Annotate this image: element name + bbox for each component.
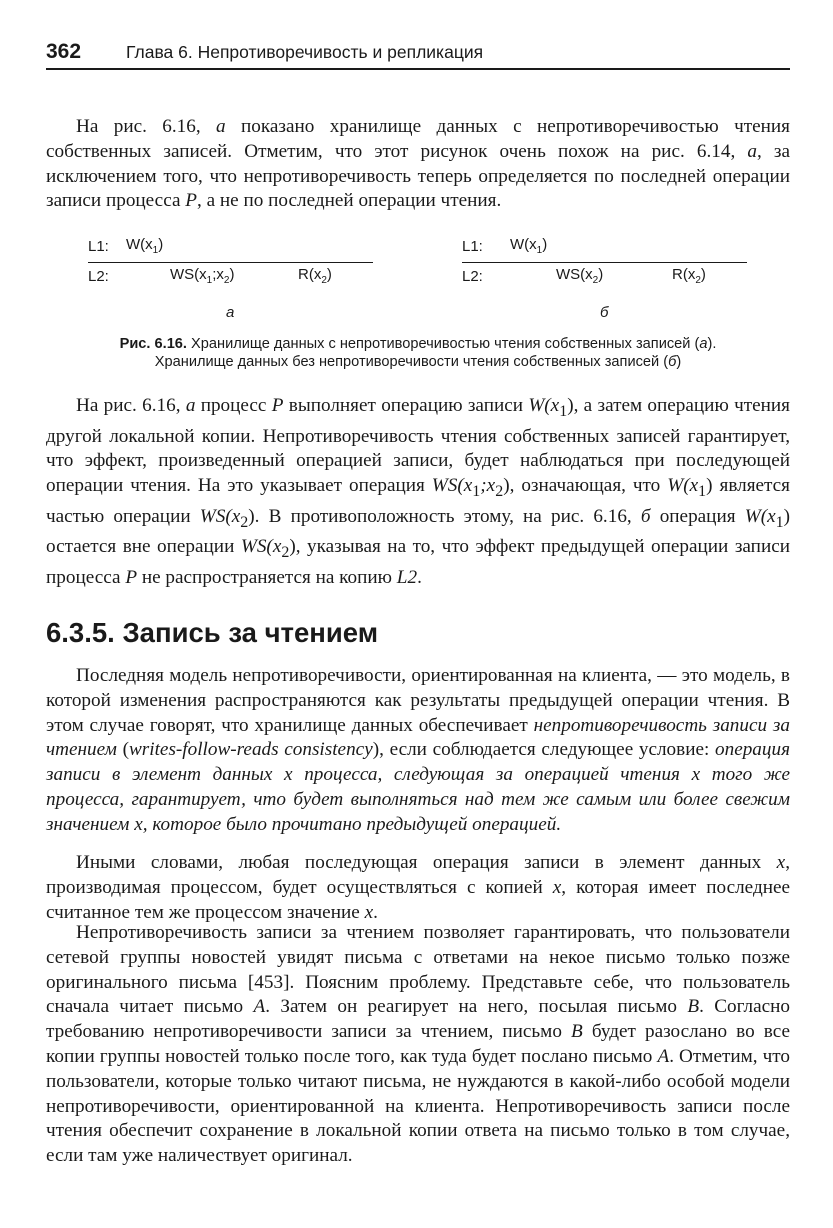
english-term: writes-follow-reads consistency: [129, 739, 373, 761]
intro-text: показано хранилище данных с непротиворечивостью чтения собственных записей. Отметим, что этот рисунок очень похож на рис. 6.14,: [46, 116, 790, 162]
chapter-title: Глава 6. Непротиворечивость и репликация: [126, 42, 484, 62]
intro-figure-letter: а: [216, 116, 226, 137]
intro-text: , а не по последней операции чтения.: [197, 190, 502, 212]
term-italic: непротиворечивость записи за чтением: [46, 714, 790, 761]
diagram-label-b: б: [600, 304, 609, 321]
intro-text: , за исключением того, что непротиворечивость теперь определяется по последней операции записи процесса: [46, 140, 790, 212]
caption-label: Рис. 6.16.: [119, 336, 187, 352]
write-set-ws-x1-x2: $WS(x_1;x_2)$: [170, 266, 235, 286]
intro-process-symbol: P: [185, 190, 197, 212]
intro-figure-letter: а: [747, 140, 757, 162]
l2-label: L2:: [88, 268, 109, 285]
write-op-w-x1: $W(x_1)$: [126, 236, 164, 256]
newsgroup-paragraph: Непротиворечивость записи за чтением позволяет гарантировать, что пользователи сетевой группы новостей увидят письма с ответами на некое письмо только позже оригинального письма [453]. Поясним проблему. Представьте себе, что пользователь сначала читает письмо A. Затем он реагирует на него, посылая письмо B. Согласно требованию непротиворечивости записи за чтением, письмо B будет разослано во все копии группы новостей только после того, как туда будет послано письмо A. Отметим, что пользователи, которые только читают письма, не нуждаются в какой-либо особой модели непротиворечивости, ориентированной на клиента. Непротиворечивость записи после чтения обеспечит сохранение в локальной копии ответа на письмо только в том случае, если там уже наличествует оригинал.: [46, 922, 790, 1167]
model-paragraph: Последняя модель непротиворечивости, ориентированная на клиента, — это модель, в которой изменения распространяются как результаты предыдущей операции чтения. В этом случае говорят, что хранилище данных обеспечивает непротиворечивость записи за чтением (writes-follow-reads consistency), если соблюдается следующее условие: операция записи в элемент данных x процесса, следующая за операцией чтения x того же процесса, гарантирует, что будет выполняться над тем же самым или более свежим значением x, которое было прочитано предыдущей операцией.: [46, 665, 790, 835]
timeline-divider: [88, 262, 373, 263]
write-op-w-x1: $W(x_1)$: [510, 236, 548, 256]
timeline-divider: [462, 262, 747, 263]
l1-label: L1:: [88, 238, 109, 255]
running-header: [46, 38, 790, 70]
condition-italic: операция записи в элемент данных x процесса, следующая за операцией чтения x того же процесса, гарантирует, что будет выполняться над тем же самым или более свежим значением x, которое было прочитано предыдущей операцией.: [46, 739, 790, 835]
read-op-r-x2: $R(x_2)$: [298, 266, 332, 286]
intro-text: На рис. 6.16,: [76, 116, 217, 137]
explanation-paragraph: На рис. 6.16, а процесс P выполняет операцию записи $W(x_1)$, а затем операцию чтения другой локальной копии. Непротиворечивость чтения собственных записей гарантирует, что эффект, произведенный операцией записи, будет наблюдаться при последующей операции чтения. На это указывает операция $WS(x_1;x_2)$, означающая, что $W(x_1)$ является частью операции $WS(x_2)$. В противоположность этому, на рис. 6.16, б операция $W(x_1)$ остается вне операции $WS(x_2)$, указывая на то, что эффект предыдущей операции записи процесса P не распространяется на копию L2.: [46, 395, 791, 589]
diagram-label-a: а: [226, 304, 235, 321]
page-number: 362: [46, 40, 82, 63]
section-heading: 6.3.5. Запись за чтением: [46, 617, 379, 648]
intro-paragraph: [46, 115, 790, 214]
figure-caption: Рис. 6.16. Хранилище данных с непротиворечивостью чтения собственных записей (а). Хранилище данных без непротиворечивости чтения собственных записей (б): [119, 336, 717, 370]
l2-label: L2:: [462, 268, 483, 285]
write-set-ws-x2: $WS(x_2)$: [556, 266, 604, 286]
read-op-r-x2: $R(x_2)$: [672, 266, 706, 286]
l1-label: L1:: [462, 238, 483, 255]
in-other-words-paragraph: Иными словами, любая последующая операция записи в элемент данных x, производимая процессом, будет осуществляться с копией x, которая имеет последнее считанное тем же процессом значение x.: [46, 852, 791, 923]
